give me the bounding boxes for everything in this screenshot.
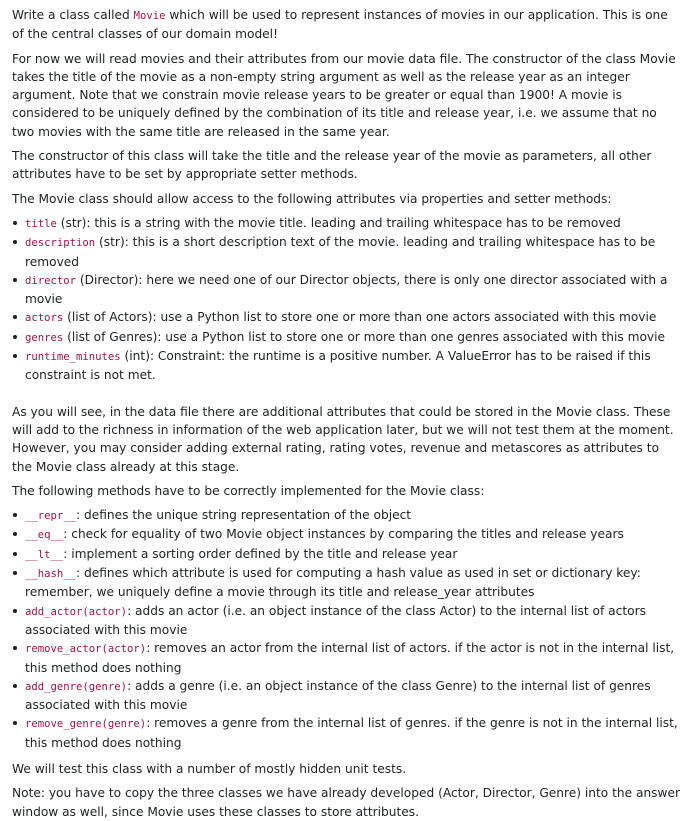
list-item: actors (list of Actors): use a Python list to store one or more than one actors associated with this movie bbox=[25, 308, 682, 327]
list-item: add_actor(actor): adds an actor (i.e. an object instance of the class Actor) to the internal list of actors associated with this movie bbox=[25, 602, 682, 640]
list-item: __lt__: implement a sorting order defined by the title and release year bbox=[25, 545, 682, 564]
class-name-code: Movie bbox=[133, 10, 166, 22]
paragraph-unit-tests: We will test this class with a number of mostly hidden unit tests. bbox=[12, 761, 407, 776]
list-item: title (str): this is a string with the movie title. leading and trailing whitespace has to be removed bbox=[25, 214, 682, 233]
paragraph-methods-intro: The following methods have to be correctly implemented for the Movie class: bbox=[12, 483, 485, 498]
list-item: runtime_minutes (int): Constraint: the runtime is a positive number. A ValueError has to be raised if this constraint is not met. bbox=[25, 347, 682, 385]
list-item: remove_actor(actor): removes an actor from the internal list of actors. if the actor is not in the internal list, this method does nothing bbox=[25, 639, 682, 677]
list-item: __hash__: defines which attribute is used for computing a hash value as used in set or dictionary key: remember, we uniquely define a movie through its title and release_year attributes bbox=[25, 564, 682, 602]
intro-paragraph: Write a class called Movie which will be used to represent instances of movies in our application. This is one of the central classes of our domain model! bbox=[12, 8, 668, 42]
list-item: add_genre(genre): adds a genre (i.e. an object instance of the class Genre) to the internal list of genres associated with this movie bbox=[25, 677, 682, 715]
list-item: director (Director): here we need one of our Director objects, there is only one director associated with a movie bbox=[25, 271, 682, 309]
attribute-list bbox=[12, 214, 682, 385]
list-item: __repr__: defines the unique string representation of the object bbox=[25, 506, 682, 525]
list-item: genres (list of Genres): use a Python list to store one or more than one genres associated with this movie bbox=[25, 328, 682, 347]
method-list bbox=[12, 506, 682, 752]
list-item: remove_genre(genre): removes a genre from the internal list of genres. if the genre is not in the internal list, this method does nothing bbox=[25, 714, 682, 752]
paragraph-attributes-intro: The Movie class should allow access to the following attributes via properties and setter methods: bbox=[12, 191, 612, 206]
paragraph-note: Note: you have to copy the three classes we have already developed (Actor, Director, Genre) into the answer window as well, since Movie uses these classes to store attributes. bbox=[12, 786, 680, 819]
list-item: description (str): this is a short description text of the movie. leading and trailing whitespace has to be removed bbox=[25, 233, 682, 271]
list-item: __eq__: check for equality of two Movie object instances by comparing the titles and release years bbox=[25, 525, 682, 544]
paragraph-additional-attributes: As you will see, in the data file there are additional attributes that could be stored in the Movie class. These will add to the richness in information of the web application later, but we will not test them at the moment. However, you may consider adding external rating, rating votes, revenue and metascores as attributes to the Movie class already at this stage. bbox=[12, 404, 674, 474]
paragraph-setters: The constructor of this class will take the title and the release year of the movie as parameters, all other attributes have to be set by appropriate setter methods. bbox=[12, 149, 652, 182]
paragraph-constructor: For now we will read movies and their attributes from our movie data file. The constructor of the class Movie takes the title of the movie as a non-empty string argument as well as the release year as an integer argument. Note that we constrain movie release years to be greater or equal than 1900! A movie is considered to be uniquely defined by the combination of its title and release year, i.e. we assume that no two movies with the same title are released in the same year. bbox=[12, 51, 676, 139]
